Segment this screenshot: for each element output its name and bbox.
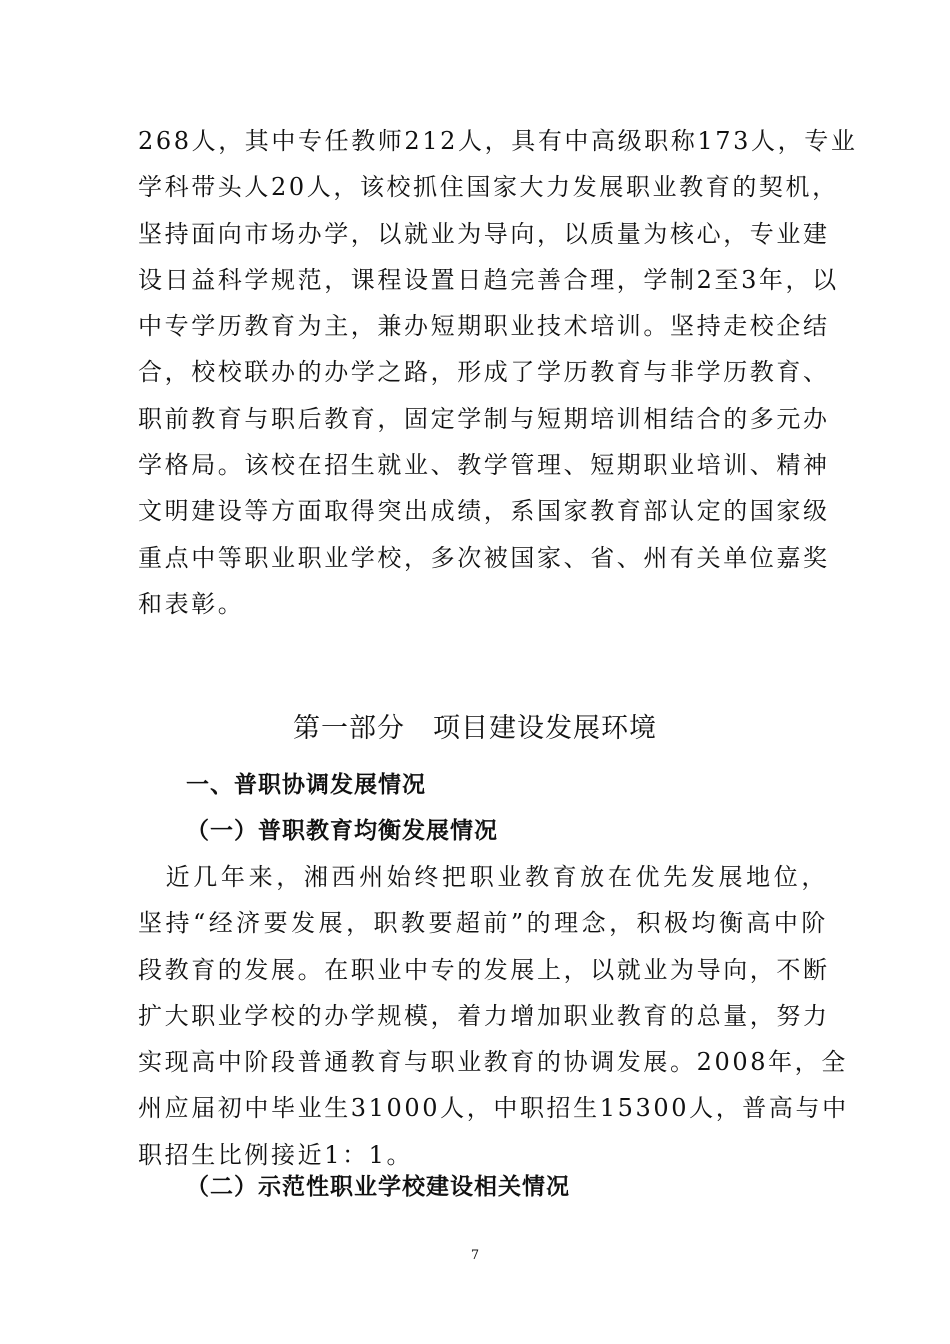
text-line: 和表彰。 <box>138 589 245 618</box>
text-line: 重点中等职业职业学校，多次被国家、省、州有关单位嘉奖 <box>138 543 830 572</box>
body-paragraph <box>138 854 849 1178</box>
text-line: 中专学历教育为主，兼办短期职业技术培训。坚持走校企结 <box>138 312 830 341</box>
text-line: 近几年来，湘西州始终把职业教育放在优先发展地位， <box>138 863 828 891</box>
text-line: 段教育的发展。在职业中专的发展上，以就业为导向，不断 <box>138 955 830 984</box>
subsection-heading: （二）示范性职业学校建设相关情况 <box>186 1174 570 1200</box>
text-line: 职前教育与职后教育，固定学制与短期培训相结合的多元办 <box>138 404 830 433</box>
intro-paragraph <box>138 118 858 627</box>
text-line: 学科带头人20人，该校抓住国家大力发展职业教育的契机， <box>138 173 839 202</box>
text-line: 学格局。该校在招生就业、教学管理、短期职业培训、精神 <box>138 451 830 480</box>
text-line: 268人，其中专任教师212人，具有中高级职称173人，专业 <box>138 127 858 155</box>
text-line: 坚持“经济要发展，职教要超前”的理念，积极均衡高中阶 <box>138 909 828 938</box>
part-title: 第一部分 项目建设发展环境 <box>293 713 657 744</box>
page-number: 7 <box>470 1248 480 1263</box>
text-line: 设日益科学规范，课程设置日趋完善合理，学制2至3年，以 <box>138 265 839 294</box>
text-line: 实现高中阶段普通教育与职业教育的协调发展。2008年，全 <box>138 1048 848 1077</box>
section-heading: 一、普职协调发展情况 <box>186 772 426 798</box>
text-line: 州应届初中毕业生31000人，中职招生15300人，普高与中 <box>138 1094 849 1123</box>
text-line: 坚持面向市场办学，以就业为导向，以质量为核心，专业建 <box>138 219 830 248</box>
text-line: 职招生比例接近1：1。 <box>138 1140 414 1169</box>
text-line: 扩大职业学校的办学规模，着力增加职业教育的总量，努力 <box>138 1001 830 1030</box>
text-line: 合，校校联办的办学之路，形成了学历教育与非学历教育、 <box>138 358 830 387</box>
text-line: 文明建设等方面取得突出成绩，系国家教育部认定的国家级 <box>138 497 830 526</box>
subsection-heading: （一）普职教育均衡发展情况 <box>186 818 498 844</box>
